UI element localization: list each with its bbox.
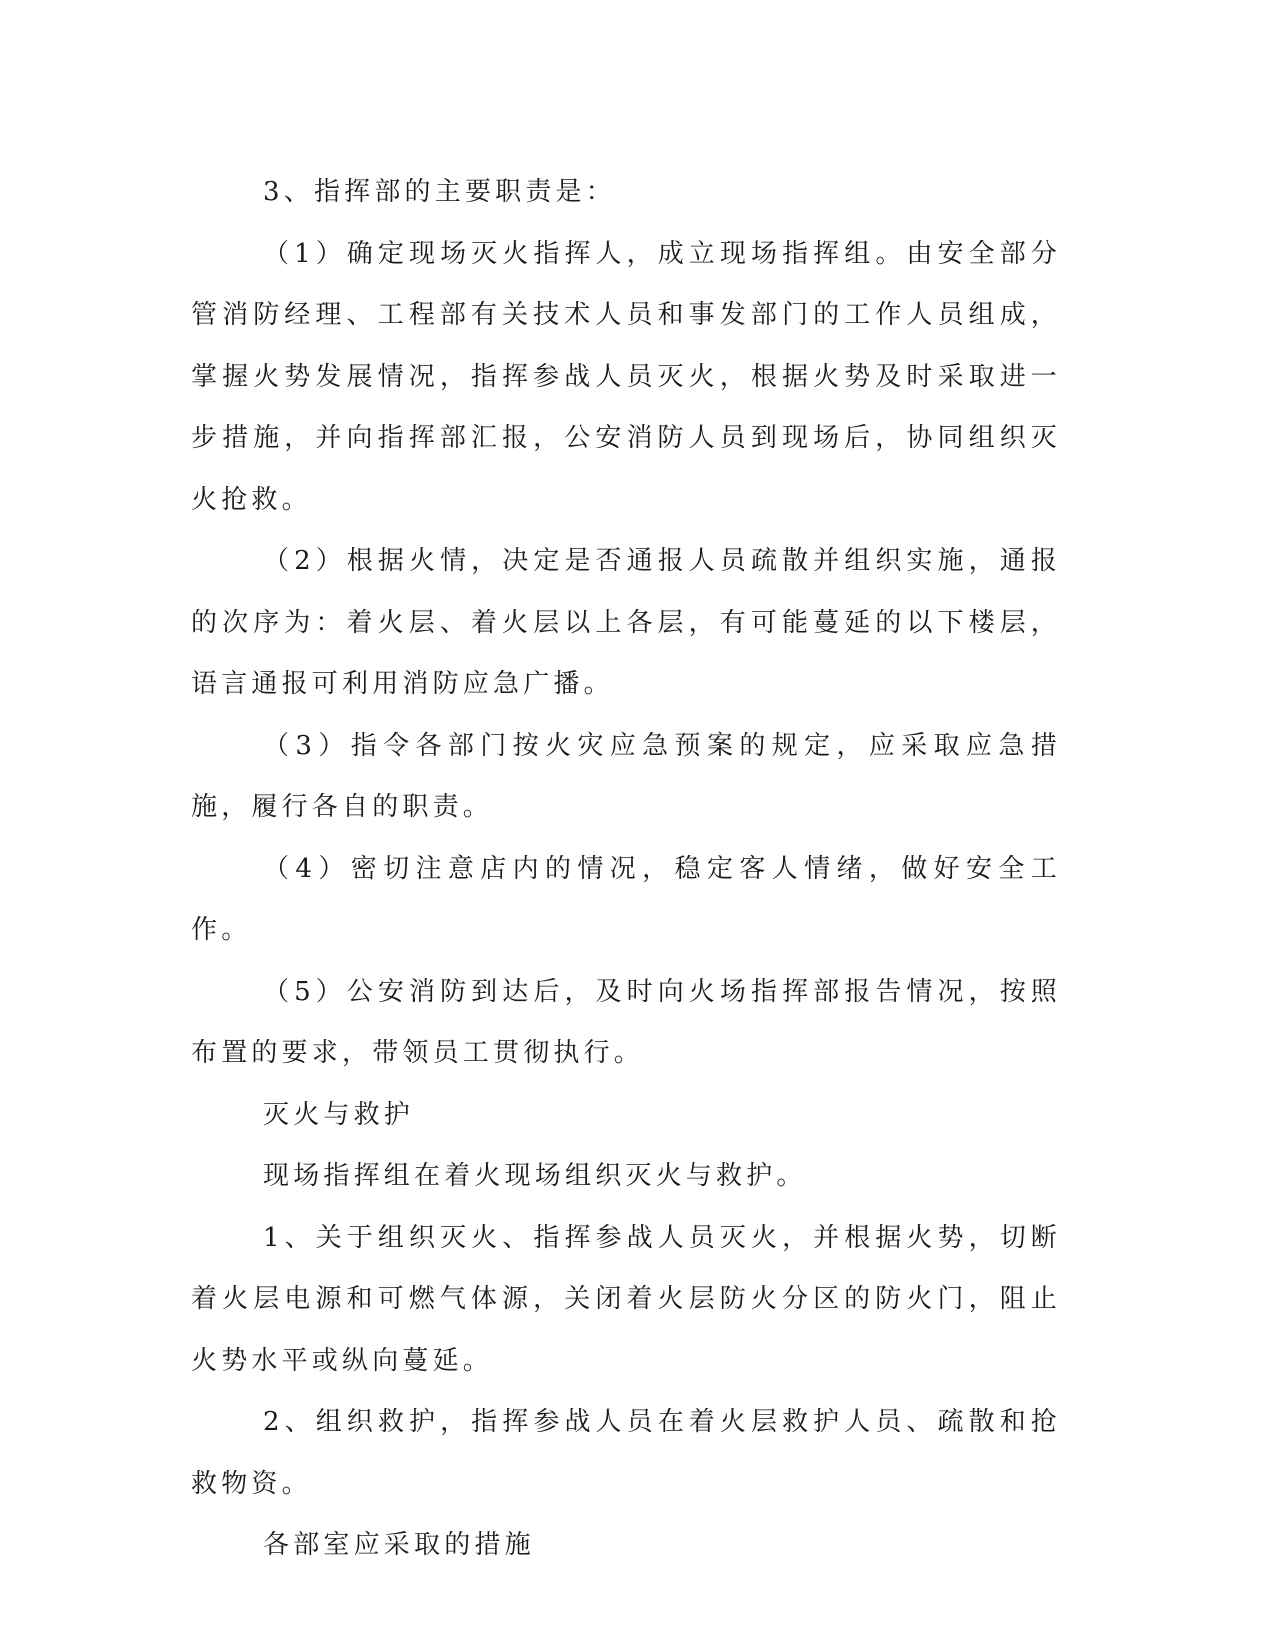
paragraph-duty-1: （1）确定现场灭火指挥人，成立现场指挥组。由安全部分管消防经理、工程部有关技术人员和事发部门的工作人员组成，掌握火势发展情况，指挥参战人员灭火，根据火势及时采取进一步措施，并向指挥部汇报，公安消防人员到现场后，协同组织灭火抢救。 [191, 238, 1061, 515]
paragraph-firefighting-intro: 现场指挥组在着火现场组织灭火与救护。 [263, 1161, 807, 1191]
document-body [191, 162, 1061, 1577]
section-heading-firefighting-rescue: 灭火与救护 [263, 1099, 415, 1130]
paragraph-duty-4: （4）密切注意店内的情况，稳定客人情绪，做好安全工作。 [191, 853, 1061, 945]
paragraph-duties-heading: 3、指挥部的主要职责是： [263, 177, 616, 207]
paragraph-duty-5: （5）公安消防到达后，及时向火场指挥部报告情况，按照布置的要求，带领员工贯彻执行。 [191, 976, 1061, 1068]
section-heading-department-measures: 各部室应采取的措施 [263, 1530, 535, 1560]
paragraph-duty-3: （3）指令各部门按火灾应急预案的规定，应采取应急措施，履行各自的职责。 [191, 730, 1061, 822]
paragraph-duty-2: （2）根据火情，决定是否通报人员疏散并组织实施，通报的次序为：着火层、着火层以上各层，有可能蔓延的以下楼层，语言通报可利用消防应急广播。 [191, 546, 1061, 699]
paragraph-rescue-2: 2、组织救护，指挥参战人员在着火层救护人员、疏散和抢救物资。 [191, 1407, 1061, 1499]
paragraph-firefighting-1: 1、关于组织灭火、指挥参战人员灭火，并根据火势，切断着火层电源和可燃气体源，关闭着火层防火分区的防火门，阻止火势水平或纵向蔓延。 [191, 1222, 1061, 1376]
